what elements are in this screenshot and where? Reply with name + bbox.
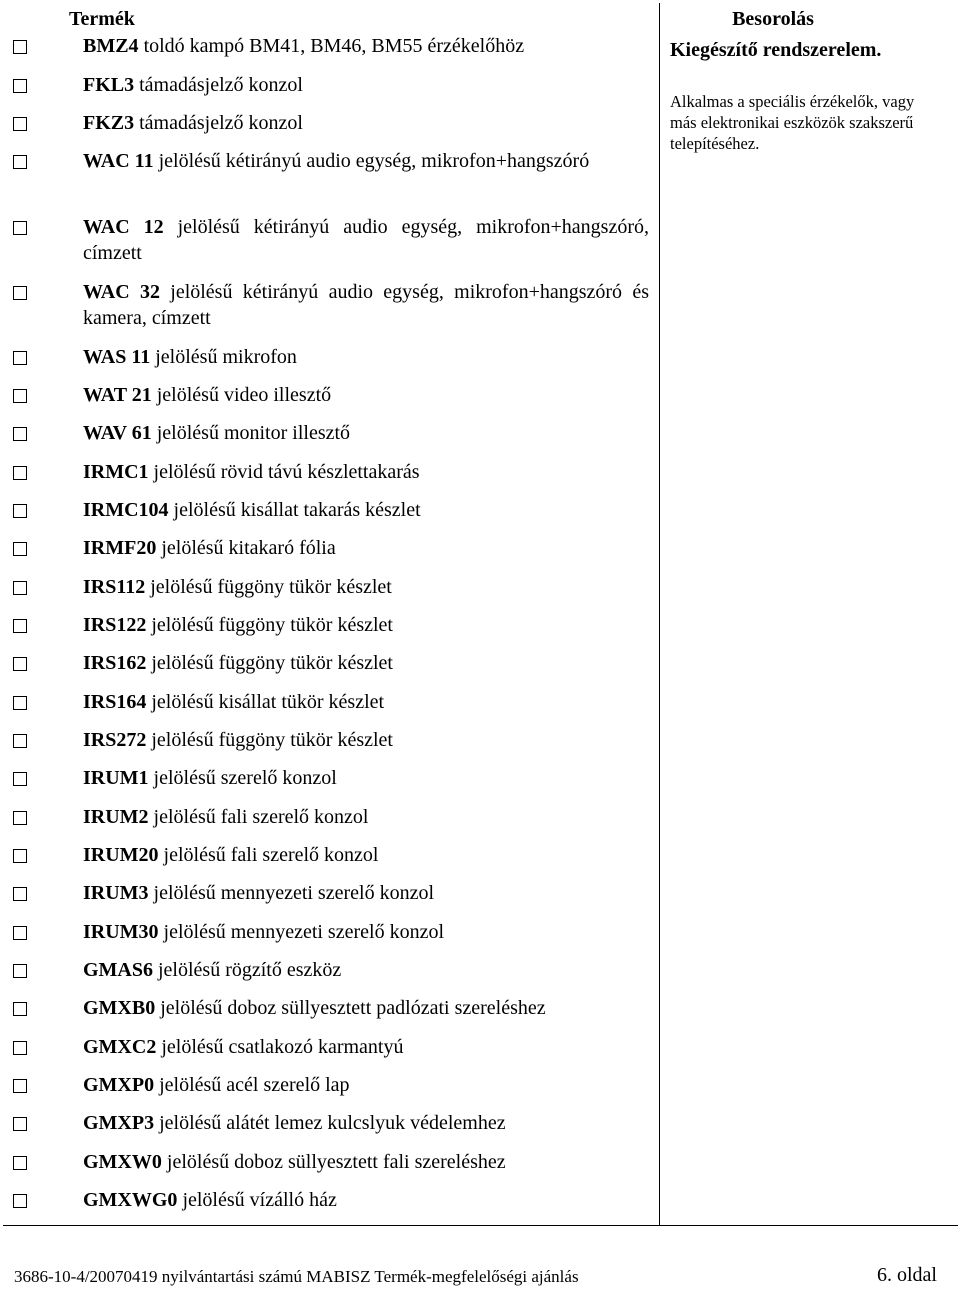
checkbox[interactable]	[13, 964, 27, 978]
item-code: WAC 32	[83, 281, 160, 303]
item-description: jelölésű monitor illesztő	[151, 422, 351, 444]
item-code: WAV 61	[83, 422, 152, 444]
item-text	[83, 72, 649, 98]
checkbox[interactable]	[13, 696, 27, 710]
item-description: jelölésű mennyezeti szerelő konzol	[148, 882, 434, 904]
item-description: jelölésű doboz süllyesztett padlózati szereléshez	[155, 997, 546, 1019]
checkbox[interactable]	[13, 504, 27, 518]
item-text	[83, 344, 649, 370]
checkbox[interactable]	[13, 117, 27, 131]
item-description: jelölésű mennyezeti szerelő konzol	[158, 921, 444, 943]
item-code: GMXP0	[83, 1074, 155, 1096]
item-description: jelölésű fali szerelő konzol	[158, 844, 379, 866]
item-description: jelölésű függöny tükör készlet	[145, 576, 392, 598]
item-code: IRUM1	[83, 767, 149, 789]
item-description: jelölésű acél szerelő lap	[154, 1074, 350, 1096]
item-code: IRMC104	[83, 499, 169, 521]
item-code: GMXP3	[83, 1112, 155, 1134]
checkbox[interactable]	[13, 619, 27, 633]
checkbox[interactable]	[13, 1079, 27, 1093]
item-text	[83, 574, 649, 600]
header-classification: Besorolás	[732, 8, 814, 30]
checkbox[interactable]	[13, 79, 27, 93]
item-description: jelölésű csatlakozó karmantyú	[156, 1036, 404, 1058]
item-description: jelölésű alátét lemez kulcslyuk védelemhez	[154, 1112, 506, 1134]
classification-title: Kiegészítő rendszerelem.	[670, 39, 882, 61]
item-text	[83, 33, 649, 59]
item-code: FKZ3	[83, 112, 135, 134]
item-description: jelölésű rövid távú készlettakarás	[148, 461, 420, 483]
checkbox[interactable]	[13, 389, 27, 403]
item-code: IRUM2	[83, 806, 149, 828]
checkbox[interactable]	[13, 926, 27, 940]
product-table	[3, 3, 958, 1226]
checkbox[interactable]	[13, 40, 27, 54]
checkbox[interactable]	[13, 427, 27, 441]
checkbox[interactable]	[13, 772, 27, 786]
checkbox[interactable]	[13, 887, 27, 901]
footer-reference: 3686-10-4/20070419 nyilvántartási számú MABISZ Termék-megfelelőségi ajánlás	[14, 1267, 579, 1286]
item-code: IRMC1	[83, 461, 149, 483]
page-number: 6. oldal	[877, 1264, 937, 1286]
item-text	[83, 727, 649, 753]
item-description: jelölésű kisállat takarás készlet	[168, 499, 421, 521]
checkbox[interactable]	[13, 657, 27, 671]
item-text	[83, 612, 649, 638]
item-code: GMXWG0	[83, 1189, 178, 1211]
item-description: jelölésű függöny tükör készlet	[146, 652, 393, 674]
item-text	[83, 382, 649, 408]
checkbox[interactable]	[13, 1117, 27, 1131]
item-description: toldó kampó BM41, BM46, BM55 érzékelőhöz	[138, 35, 525, 57]
item-text	[83, 804, 649, 830]
item-description: jelölésű függöny tükör készlet	[146, 729, 393, 751]
item-code: IRS122	[83, 614, 147, 636]
item-description: támadásjelző konzol	[134, 74, 303, 96]
item-description: jelölésű video illesztő	[151, 384, 332, 406]
item-text	[83, 1110, 649, 1136]
checkbox[interactable]	[13, 155, 27, 169]
item-text	[83, 279, 649, 331]
item-description: támadásjelző konzol	[134, 112, 303, 134]
checkbox[interactable]	[13, 1194, 27, 1208]
item-text	[83, 1034, 649, 1060]
item-code: IRS112	[83, 576, 146, 598]
checkbox[interactable]	[13, 351, 27, 365]
item-code: GMXW0	[83, 1151, 162, 1173]
item-text	[83, 214, 649, 266]
item-description: jelölésű fali szerelő konzol	[148, 806, 369, 828]
item-description: jelölésű függöny tükör készlet	[146, 614, 393, 636]
item-code: GMXC2	[83, 1036, 157, 1058]
item-code: BMZ4	[83, 35, 139, 57]
item-code: WAC 12	[83, 216, 164, 238]
item-description: jelölésű szerelő konzol	[148, 767, 337, 789]
checkbox[interactable]	[13, 581, 27, 595]
item-text	[83, 1072, 649, 1098]
item-description: jelölésű doboz süllyesztett fali szereléshez	[161, 1151, 506, 1173]
item-description: jelölésű kétirányú audio egység, mikrofon+hangszóró	[153, 150, 590, 172]
checkbox[interactable]	[13, 221, 27, 235]
item-description: jelölésű mikrofon	[150, 346, 297, 368]
item-description: jelölésű vízálló ház	[177, 1189, 337, 1211]
item-code: IRUM20	[83, 844, 159, 866]
item-code: GMAS6	[83, 959, 153, 981]
item-text	[83, 1187, 649, 1213]
item-text	[83, 650, 649, 676]
item-code: FKL3	[83, 74, 135, 96]
item-code: IRS272	[83, 729, 147, 751]
item-text	[83, 689, 649, 715]
item-code: IRUM30	[83, 921, 159, 943]
item-code: IRS164	[83, 691, 147, 713]
column-divider	[659, 3, 660, 1225]
item-text	[83, 957, 649, 983]
item-text	[83, 995, 649, 1021]
checkbox[interactable]	[13, 466, 27, 480]
item-text	[83, 880, 649, 906]
item-code: IRMF20	[83, 537, 157, 559]
checkbox[interactable]	[13, 1041, 27, 1055]
item-description: jelölésű kisállat tükör készlet	[146, 691, 385, 713]
item-description: jelölésű kétirányú audio egység, mikrofon+hangszóró és kamera, címzett	[83, 281, 649, 329]
item-code: GMXB0	[83, 997, 156, 1019]
item-code: IRS162	[83, 652, 147, 674]
header-product: Termék	[69, 8, 135, 30]
item-text	[83, 420, 649, 446]
item-code: WAT 21	[83, 384, 152, 406]
item-description: jelölésű kétirányú audio egység, mikrofon+hangszóró, címzett	[83, 216, 649, 264]
item-text	[83, 148, 649, 174]
classification-description: Alkalmas a speciális érzékelők, vagy más elektronikai eszközök szakszerű telepítéséhez.	[670, 92, 915, 153]
item-text	[83, 110, 649, 136]
checkbox[interactable]	[13, 811, 27, 825]
item-text	[83, 497, 649, 523]
item-text	[83, 842, 649, 868]
checkbox[interactable]	[13, 1156, 27, 1170]
checkbox[interactable]	[13, 1002, 27, 1016]
item-code: WAC 11	[83, 150, 154, 172]
item-description: jelölésű rögzítő eszköz	[153, 959, 342, 981]
item-code: WAS 11	[83, 346, 151, 368]
checkbox[interactable]	[13, 849, 27, 863]
checkbox[interactable]	[13, 286, 27, 300]
item-text	[83, 765, 649, 791]
item-code: IRUM3	[83, 882, 149, 904]
item-text	[83, 1149, 649, 1175]
item-text	[83, 459, 649, 485]
checkbox[interactable]	[13, 734, 27, 748]
item-text	[83, 535, 649, 561]
checkbox[interactable]	[13, 542, 27, 556]
item-description: jelölésű kitakaró fólia	[156, 537, 336, 559]
item-text	[83, 919, 649, 945]
